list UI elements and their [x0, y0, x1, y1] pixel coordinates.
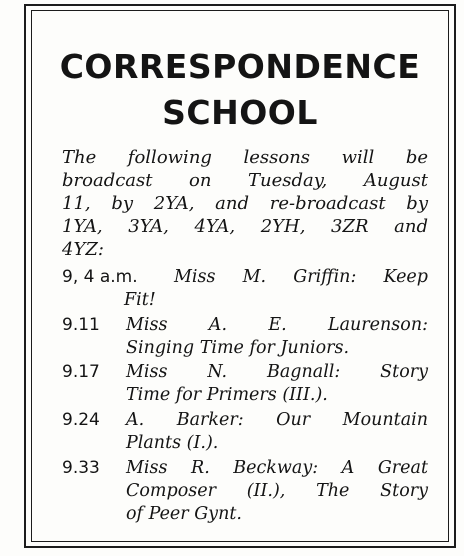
lesson-description [126, 361, 428, 407]
lesson-line: Miss M. Griffin: Keep [174, 267, 428, 287]
lesson-line: Time for Primers (III.). [126, 385, 328, 405]
lesson-time: 9.17 [62, 362, 100, 382]
lesson-line: A. Barker: Our Mountain [126, 410, 428, 430]
intro-line-4: 1YA, 3YA, 4YA, 2YH, 3ZR and [62, 216, 428, 237]
lesson-description [126, 314, 428, 360]
lesson-line: Composer (II.), The Story [126, 481, 428, 501]
lesson-line: Singing Time for Juniors. [126, 338, 350, 358]
lesson-description [126, 409, 428, 455]
lesson-line: Miss R. Beckway: A Great [126, 458, 428, 478]
intro-paragraph [62, 146, 428, 261]
lesson-description [126, 457, 428, 526]
lesson-line: Miss N. Bagnall: Story [126, 362, 428, 382]
lesson-time: 9.11 [62, 315, 100, 335]
heading-line-1: CORRESPONDENCE [59, 47, 421, 86]
lesson-time: 9.24 [62, 410, 100, 430]
intro-line-2: broadcast on Tuesday, August [62, 170, 428, 191]
intro-line-1: The following lessons will be [62, 147, 428, 168]
lesson-description [124, 266, 428, 312]
lesson-line: Fit! [124, 290, 156, 310]
intro-line-3: 11, by 2YA, and re-broadcast by [62, 193, 428, 214]
lesson-time: 9, 4 a.m. [62, 267, 138, 287]
lesson-line: of Peer Gynt. [126, 504, 242, 524]
heading-line-2: SCHOOL [162, 93, 318, 132]
lesson-line: Plants (I.). [126, 433, 219, 453]
lesson-line: Miss A. E. Laurenson: [126, 315, 428, 335]
lesson-time: 9.33 [62, 458, 100, 478]
intro-line-5: 4YZ: [62, 239, 104, 260]
